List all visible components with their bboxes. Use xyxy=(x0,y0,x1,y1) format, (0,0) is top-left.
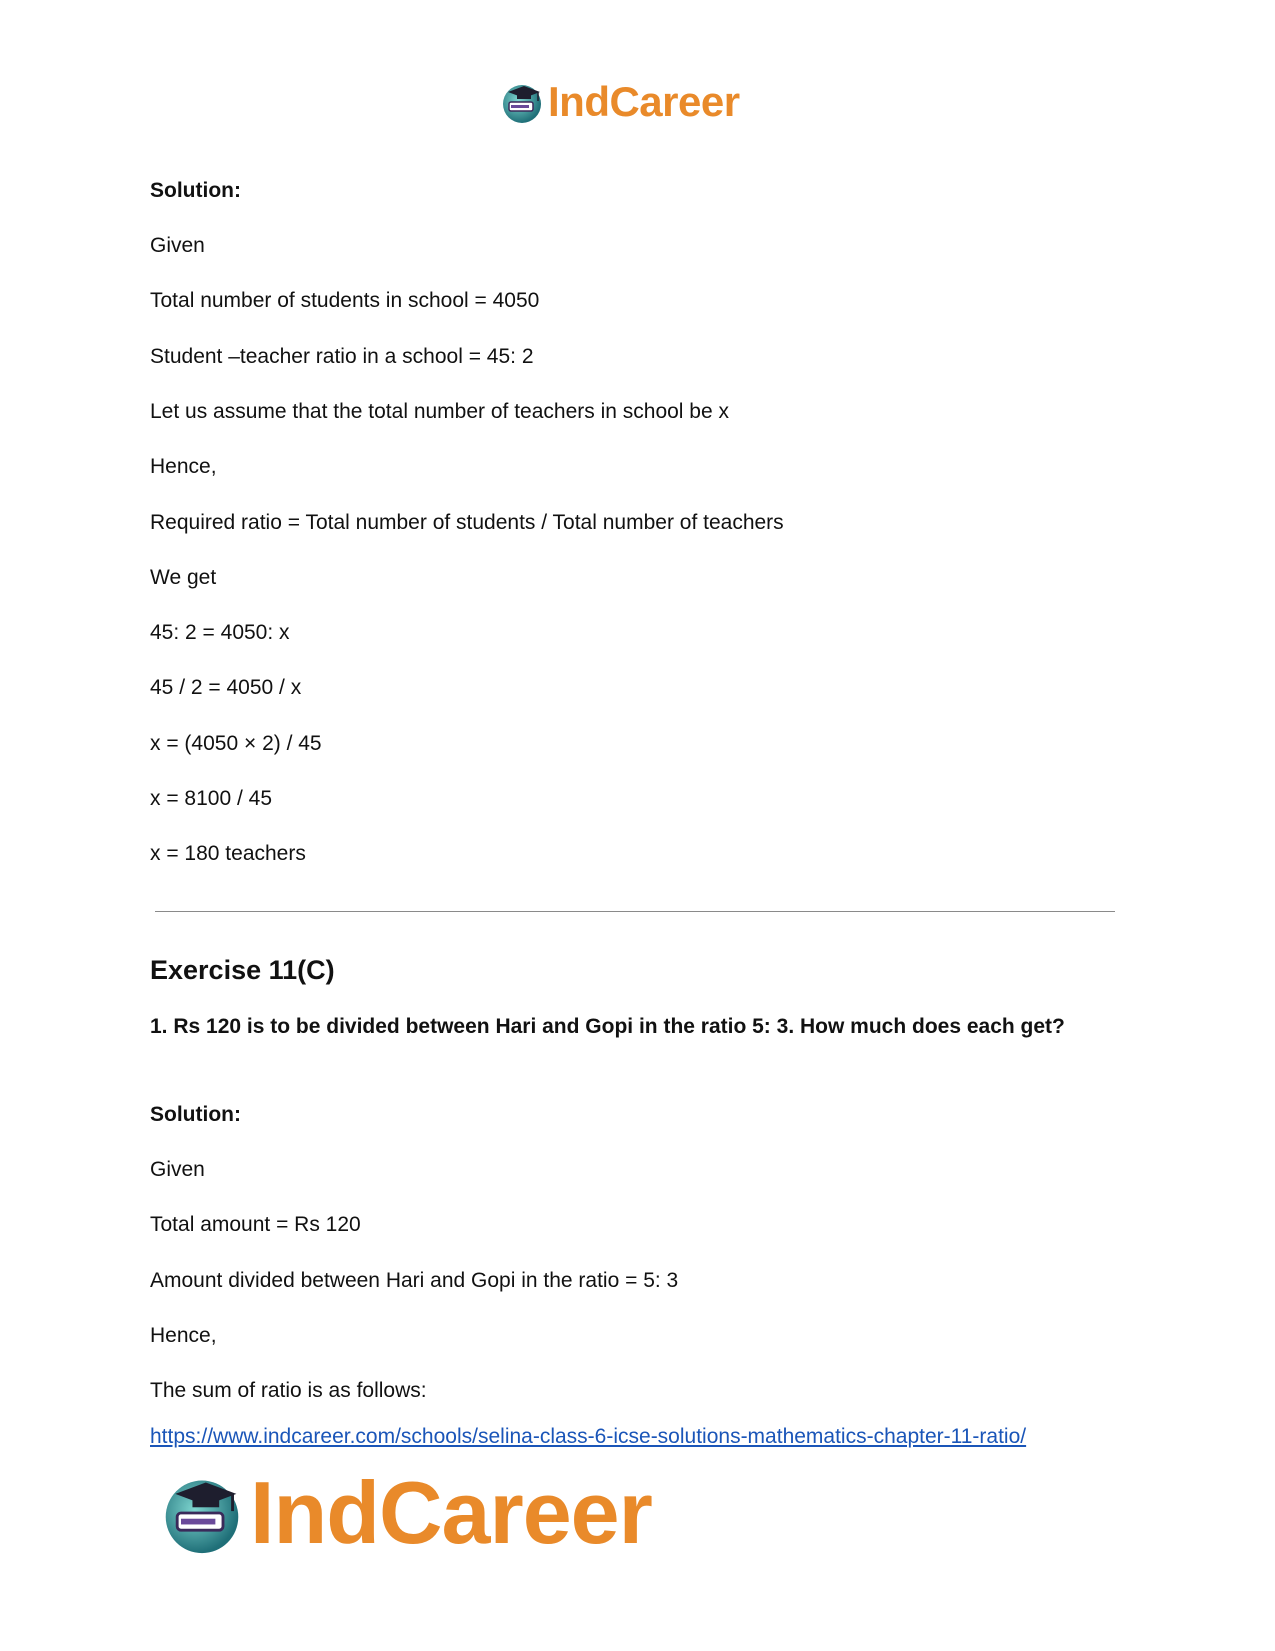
solution-line: x = (4050 × 2) / 45 xyxy=(150,732,322,755)
solution-line: Hence, xyxy=(150,1324,217,1347)
solution-line: Given xyxy=(150,1158,205,1181)
solution-line: Let us assume that the total number of teachers in school be x xyxy=(150,400,729,423)
solution-line: Hence, xyxy=(150,455,217,478)
question-text: 1. Rs 120 is to be divided between Hari and Gopi in the ratio 5: 3. How much does each get? xyxy=(150,1015,1065,1038)
graduation-globe-icon xyxy=(160,1471,244,1555)
indcareer-logo-top xyxy=(500,78,740,126)
solution-line: 45: 2 = 4050: x xyxy=(150,621,290,644)
graduation-globe-icon xyxy=(500,80,544,124)
exercise-heading: Exercise 11(C) xyxy=(150,955,335,985)
source-link[interactable]: https://www.indcareer.com/schools/selina-class-6-icse-solutions-mathematics-chapter-11-ratio/ xyxy=(150,1425,1027,1448)
solution-line: x = 8100 / 45 xyxy=(150,787,273,810)
solution-label: Solution: xyxy=(150,1103,241,1126)
solution-line: 45 / 2 = 4050 / x xyxy=(150,676,302,699)
solution-line: Amount divided between Hari and Gopi in the ratio = 5: 3 xyxy=(150,1269,679,1292)
solution-line: Total number of students in school = 4050 xyxy=(150,289,540,312)
solution-label: Solution: xyxy=(150,179,241,202)
logo-text: IndCareer xyxy=(548,78,740,125)
solution-line: The sum of ratio is as follows: xyxy=(150,1379,427,1402)
solution-line: We get xyxy=(150,566,217,589)
section-divider xyxy=(155,911,1115,912)
solution-line: Total amount = Rs 120 xyxy=(150,1213,361,1236)
logo-text: IndCareer xyxy=(250,1463,652,1562)
indcareer-logo-bottom xyxy=(160,1463,652,1562)
solution-line: Student –teacher ratio in a school = 45: 2 xyxy=(150,345,534,368)
solution-line: Required ratio = Total number of students / Total number of teachers xyxy=(150,511,784,534)
solution-line: Given xyxy=(150,234,205,257)
solution-line: x = 180 teachers xyxy=(150,842,306,865)
